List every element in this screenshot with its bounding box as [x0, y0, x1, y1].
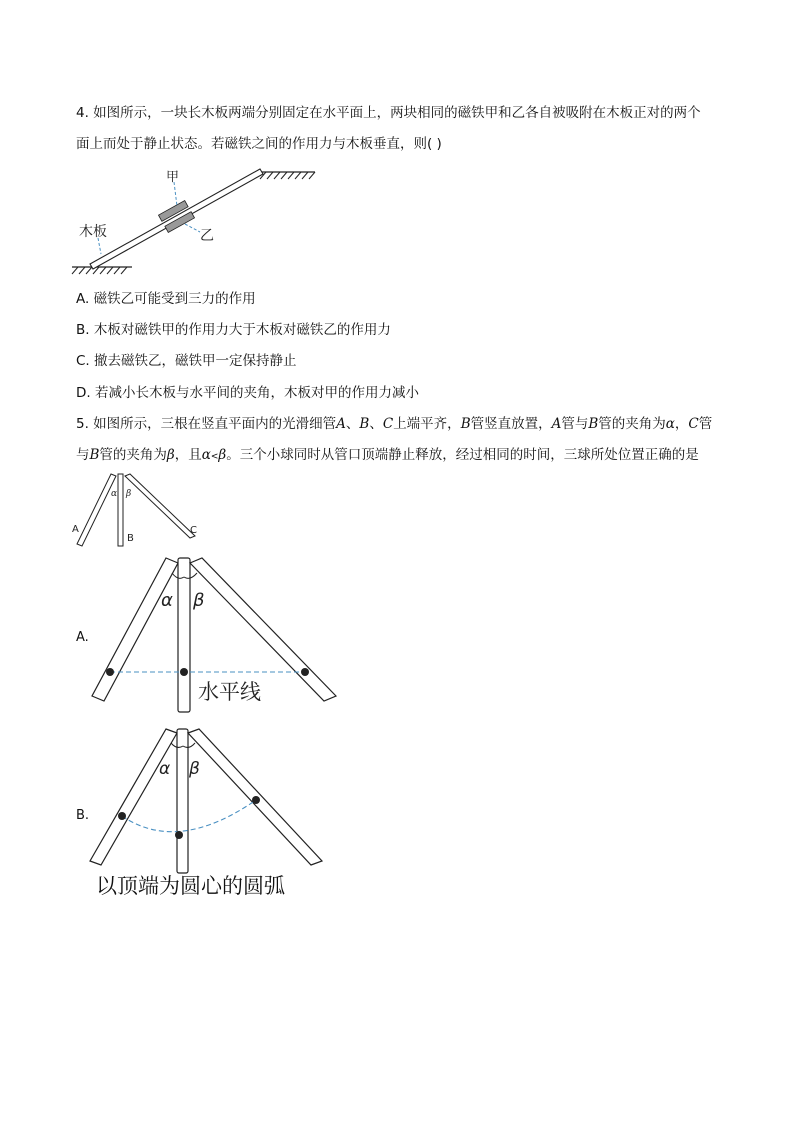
circular-arc — [122, 800, 256, 832]
q5-option-b-letter: B. — [76, 808, 90, 823]
tube-a — [90, 729, 177, 865]
tube-b — [118, 474, 123, 546]
label-yi: 乙 — [200, 228, 214, 244]
yi-leader — [185, 224, 200, 232]
q4-option-a: A. 磁铁乙可能受到三力的作用 — [76, 291, 256, 307]
beta-label: β — [193, 590, 205, 611]
ball-a — [106, 668, 114, 676]
stem-label-b: B — [127, 533, 134, 544]
stem-alpha: α — [111, 489, 118, 499]
tube-a — [92, 558, 178, 701]
q4-option-d: D. 若减小长木板与水平间的夹角，木板对甲的作用力减小 — [76, 385, 419, 401]
bottom-support-hatch — [72, 267, 127, 274]
q4-stem-line2: 面上而处于静止状态。若磁铁之间的作用力与木板垂直，则( ) — [76, 136, 442, 152]
ball-c — [301, 668, 309, 676]
tube-b — [178, 558, 190, 712]
q5-option-b-figure — [88, 726, 328, 876]
ball-c — [252, 796, 260, 804]
q4-option-b: B. 木板对磁铁甲的作用力大于木板对磁铁乙的作用力 — [76, 322, 391, 338]
q5-stem-figure — [70, 470, 220, 555]
tube-c — [125, 474, 195, 538]
jia-leader — [174, 182, 177, 206]
beta-label: β — [189, 759, 200, 779]
alpha-label: α — [161, 590, 173, 611]
circular-arc-caption: 以顶端为圆心的圆弧 — [96, 874, 285, 898]
alpha-label: α — [159, 759, 171, 779]
top-support-hatch — [260, 172, 315, 179]
label-board: 木板 — [79, 224, 107, 240]
tube-b — [177, 729, 188, 873]
q4-figure — [70, 166, 330, 278]
horizontal-line-caption: 水平线 — [198, 680, 261, 704]
stem-label-c: C — [190, 525, 197, 536]
q5-stem-line2: 与B管的夹角为β，且α<β。三个小球同时从管口顶端静止释放，经过相同的时间，三球所处位置正确的是 — [76, 447, 699, 463]
ball-a — [118, 812, 126, 820]
q4-stem-line1: 4. 如图所示，一块长木板两端分别固定在水平面上，两块相同的磁铁甲和乙各自被吸附在木板正对的两个 — [76, 105, 701, 121]
q4-option-c: C. 撤去磁铁乙，磁铁甲一定保持静止 — [76, 353, 297, 369]
q5-option-a-figure — [88, 555, 348, 717]
ball-b — [175, 831, 183, 839]
label-jia: 甲 — [166, 170, 180, 185]
tube-a — [77, 474, 116, 546]
board-leader — [98, 238, 101, 254]
ball-b — [180, 668, 188, 676]
stem-label-a: A — [72, 524, 79, 535]
q5-stem-line1: 5. 如图所示，三根在竖直平面内的光滑细管A、B、C上端平齐，B管竖直放置，A管与B管的夹角为α，C管 — [76, 416, 713, 432]
stem-beta: β — [126, 489, 132, 499]
q5-option-a-letter: A. — [76, 630, 89, 645]
